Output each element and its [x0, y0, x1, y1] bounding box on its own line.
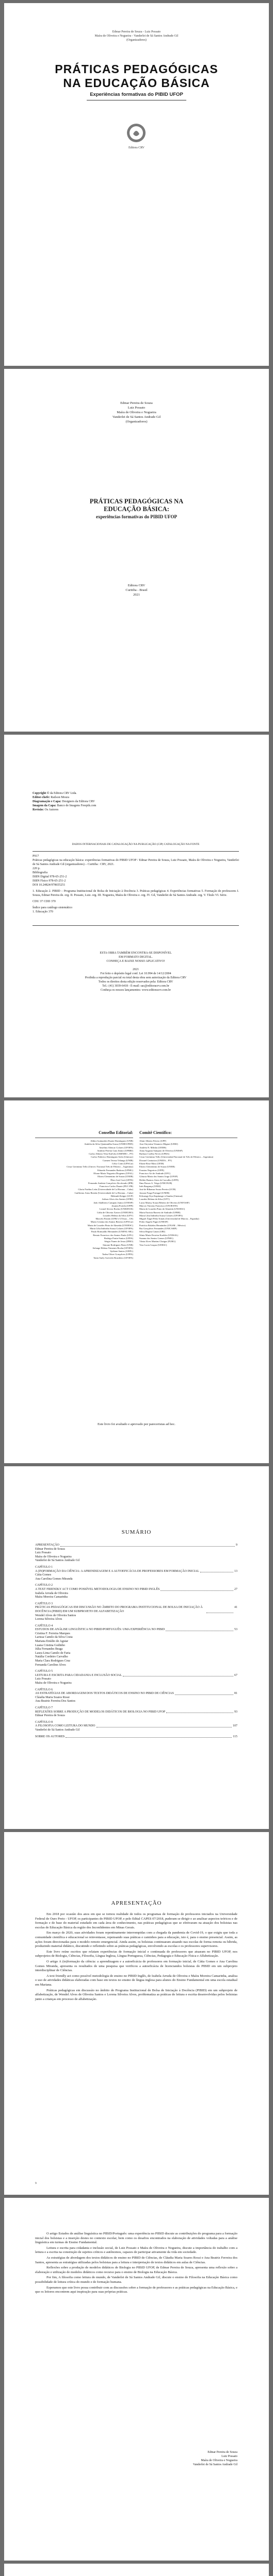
toc-entry[interactable] — [35, 1628, 237, 1632]
title-page-authors — [4, 401, 269, 424]
editorial-member: Lídia de Oliveira Xavier (UNIEURO) — [97, 1211, 133, 1214]
editorial-member: Helmuth Krüger (UCP) — [110, 1195, 133, 1198]
scientific-member: José de Ribamar Sousa Pereira (UCB) — [139, 1188, 176, 1191]
page-number: 9 — [35, 2182, 37, 2185]
paragraph: Em março de 2020, suas atividades foram repentinamente interrompidas com a chegada da pandemia de Covid-19, o que exigiu que toda a comunidade científica e educacional se reinventasse, repensando suas práticas e caminhos para a educação, isto é, para o ensino presencial. Assim, as ações foram direcionadas para o modelo remoto emergencial. Ainda assim, os bolsistas continuaram atuando nas escolas de forma remota ou híbrida, produzindo material didático, discutindo e refletindo sobre as práticas pedagógicas, envolvendo as escolas e os professores supervisores. — [35, 1931, 237, 1948]
cip-line: Práticas pedagógicas na educação básica: experiências formativas do PIBID UFOP / Edmar Pereira de Souza, Luiz Possato, Maíra de Oliveira e Nogueira, Vanderlei de Sá Santos Andrade Gil (organizadores) – Curitiba : CRV, 2021. — [33, 859, 239, 866]
credit-line: Diagramação e Capa: Designers da Editora CRV — [33, 800, 95, 803]
cover-author-line: Edmar Pereira de Souza - Luiz Possato — [112, 30, 161, 33]
paragraph: Este livro reúne escritos que relatam experiências de formação inicial e continuada de professores que atuaram no PIBID UFOP, nos subprojetos de Biologia, Ciências, Filosofia, Língua Inglesa, Língua Portuguesa, Ciências, Pedagogia e Educação Física e Alfabetização. — [35, 1950, 237, 1958]
cip-rule-bottom — [33, 925, 239, 926]
toc-entry-text: A TEXT FRIENDLY ACT COMO POSSÍVEL METODOLOGIA DE ENSINO NO PIBID INGLÊS — [35, 1587, 160, 1591]
toc-entry[interactable] — [35, 1648, 237, 1652]
toc-entry[interactable] — [35, 1670, 237, 1674]
toc-entry[interactable] — [35, 1584, 237, 1588]
toc-entry-text: Luana Cristina Godinho — [35, 1643, 65, 1647]
toc-entry[interactable] — [35, 1706, 237, 1710]
scientific-member: Ilma Passos A. Veiga (UNICEUB) — [139, 1181, 172, 1184]
scientific-member: Fauston Negreiros (UFPI) — [139, 1168, 164, 1172]
toc-entry-text: Luiz Possato — [35, 1677, 51, 1681]
editorial-member: Carlos Alberto Vilar Estêvão (UMINHO – PT) — [89, 1153, 133, 1156]
summary-page — [4, 1466, 269, 1829]
toc-page-number: 67 — [234, 1673, 237, 1677]
cover-authors — [4, 30, 269, 42]
cip-line: 1. Educação 370 — [33, 910, 53, 913]
toc-entry-text: CAPÍTULO 8 — [35, 1720, 53, 1724]
toc-entry-text: Cátia Gomes — [35, 1573, 52, 1577]
scientific-member: Diosnel Centurion (UNIDA – PY) — [139, 1159, 172, 1162]
toc-entry[interactable] — [35, 1710, 237, 1715]
toc-leader-dots — [166, 1628, 233, 1631]
council-page — [4, 1100, 269, 1463]
editorial-member: Leonel Severo Rocha (UNISINOS) — [99, 1208, 133, 1211]
editorial-member: Maria de Lourdes Pinto de Almeida (UNOESC) — [87, 1224, 133, 1227]
table-of-contents — [35, 1544, 237, 1739]
toc-entry-text: Wendel Alves de Oliveira Santos — [35, 1614, 76, 1617]
scientific-committee-heading: Comitê Científico: — [139, 1130, 172, 1135]
toc-entry[interactable] — [35, 1692, 237, 1696]
toc-entry[interactable] — [35, 1555, 237, 1560]
presentation-page — [4, 1832, 269, 2195]
editorial-member: Tadeu Oliver Gonçalves (UFPA) — [102, 1253, 133, 1256]
footer-line: Todos os direitos desta edição reservados pela: Editora CRV — [98, 980, 173, 984]
toc-entry[interactable] — [35, 1735, 237, 1739]
scientific-member: Vânia Alves Martins Chaigar (FURG) — [139, 1240, 176, 1243]
publisher-logo-icon — [126, 123, 147, 143]
toc-entry-text: Natália Cordeiro Carvalho — [35, 1655, 68, 1659]
toc-entry[interactable] — [35, 1632, 237, 1636]
toc-entry[interactable] — [35, 1573, 237, 1578]
toc-entry-text: CAPÍTULO 7 — [35, 1706, 53, 1709]
toc-entry-text: A FILOSOFIA COMO LEITURA DO MUNDO — [35, 1724, 95, 1728]
editorial-member: João Adalberto Campato Junior (UNESP) — [93, 1201, 133, 1204]
toc-entry-text: Laura Lima Camilo de Faria — [35, 1651, 71, 1655]
title-page-title: PRÁTICAS PEDAGÓGICAS NA EDUCAÇÃO BÁSICA: — [89, 498, 184, 513]
author-role: (Organizadores) — [125, 420, 148, 423]
credits-block — [33, 791, 239, 812]
toc-entry-text: Maíra Moreira Camarinha — [35, 1596, 68, 1599]
organizers-signature — [159, 2450, 237, 2467]
toc-entry[interactable] — [35, 1644, 237, 1648]
editorial-member: Simone Rodrigues Pinto (UNB) — [103, 1243, 133, 1246]
scientific-committee-list — [139, 1140, 237, 1247]
editorial-member: Paulo Romualdo Hernandes (UNIFAL-MG) — [91, 1230, 133, 1233]
scientific-member: Maria Lília Imbiriba Sousa Colares (UFOPA) — [139, 1214, 183, 1217]
cover-author-line: Maíra de Oliveira e Nogueira - Vanderlei de Sá Santos Andrade Gil — [94, 35, 179, 38]
scientific-member: Suzana dos Santos Gomes (UFMG) — [139, 1236, 173, 1240]
scientific-member: Eliane Rose Maio (UEM) — [139, 1162, 164, 1165]
toc-entry-text: Izabela Arruda de Oliveira — [35, 1591, 68, 1595]
cip-line: ISBN Digital 978-65-251-2 — [33, 875, 67, 878]
author-name: Vanderlei de Sá Santos Andrade Gil — [112, 415, 161, 419]
toc-entry[interactable] — [35, 1655, 237, 1659]
cover-title — [35, 62, 238, 90]
toc-entry-text: A (IN)FORMAÇÃO DA CIÊNCIA: A APRENDIZAGEM E A AUTOEFICÁCIA DE PROFESSORES EM FORMAÇÃO INICIAL — [35, 1569, 199, 1573]
scientific-member: Cesar Gerónimo Tello (Universidad Nacional de Três de Febrero – Argentina) — [139, 1156, 214, 1159]
editorial-member: Élsio José Corá (UFFS) — [110, 1178, 133, 1181]
toc-page-number: 81 — [234, 1692, 237, 1696]
toc-entry[interactable] — [35, 1640, 237, 1644]
peer-review-note: Este livro foi avaliado e aprovado por pareceristas ad hoc. — [98, 1422, 175, 1426]
toc-entry-text: Vanderlei de Sá Santos Andrade Gil — [35, 1559, 80, 1563]
presentation-body — [35, 1912, 237, 2003]
editorial-council-heading: Conselho Editorial: — [99, 1130, 133, 1135]
toc-page-number: 93 — [234, 1710, 237, 1714]
scientific-member: Vera Lucia Gaspar (UDESC) — [139, 1243, 167, 1246]
toc-entry[interactable] — [35, 1606, 237, 1614]
toc-entry[interactable] — [35, 1548, 237, 1552]
scientific-member: Rui Gonçalves Fernandes (UNICAMP) — [139, 1227, 177, 1230]
paragraph: A text friendly act como possível metodologia de ensino no PIBID Inglês, de Izabela Arruda de Oliveira e Maíra Moreira Camarinha, analisa o uso de atividades didáticas elaboradas com base em textos no ensino de língua inglesa para alunos do Ensino Fundamental em uma escola estadual em Mariana. — [35, 1974, 237, 1987]
editorial-member: Sérgio Nunes de Jesus (IFRO) — [104, 1240, 133, 1243]
paragraph: Por fim, A filosofia como leitura do mundo, de Vanderlei de Sá Santos Andrade Gil, discute o ensino de Filosofia na Educação Básica como possibilidade de leitura crítica do mundo e de formação humana. — [35, 2276, 237, 2284]
toc-entry-text: ESTUDOS DE ANÁLISE LINGUÍSTICA NO PIBID/PORTUGUÊS: UMA EXPERIÊNCIA NO PIBID — [35, 1628, 165, 1632]
cip-line: P917 — [33, 855, 39, 858]
toc-entry-text: CAPÍTULO 1 — [35, 1565, 53, 1569]
toc-entry[interactable] — [35, 1696, 237, 1700]
author-name: Edmar Pereira de Souza — [120, 401, 153, 405]
toc-entry-text: AS ESTRATÉGIAS DE ABORDAGEM DOS TEXTOS DIDÁTICOS DE ENSINO NO PIBID DE CIÊNCIAS — [35, 1692, 174, 1696]
toc-entry-text: CAPÍTULO 2 — [35, 1584, 53, 1587]
editorial-member: Rodrigo Pratte-Santos (UFES) — [104, 1236, 133, 1240]
editorial-member: Jailson Alves dos Santos (UFRJ) — [102, 1198, 133, 1201]
toc-entry-text: Fernanda Caroline Alves — [35, 1663, 66, 1667]
editorial-member: Maria Cristina dos Santos Bezerra (UFSCar) — [90, 1221, 133, 1224]
toc-entry[interactable] — [35, 1700, 237, 1704]
toc-entry-text: Cláudia Maria Soares Rossi — [35, 1696, 70, 1699]
toc-entry[interactable] — [35, 1636, 237, 1640]
catalog-page — [4, 735, 269, 1097]
scientific-member: Anna Augusta Sampaio de Oliveira (UNESP) — [139, 1149, 183, 1152]
toc-entry-text: Vanderlei de Sá Santos Andrade Gil — [35, 1728, 80, 1732]
toc-entry[interactable] — [35, 1728, 237, 1733]
toc-entry[interactable] — [35, 1677, 237, 1682]
toc-entry-text: CAPÍTULO 3 — [35, 1602, 53, 1605]
scientific-member: Francisco Ari de Andrade (UFC) — [139, 1172, 171, 1175]
scientific-member: Helder Buenos Aires de Carvalho (UFPI) — [139, 1178, 179, 1181]
toc-leader-dots — [166, 1710, 233, 1714]
toc-entry-text: CAPÍTULO 4 — [35, 1624, 53, 1628]
toc-entry-text: SOBRE OS AUTORES — [35, 1735, 65, 1738]
footer-line: 2021 — [133, 968, 139, 971]
editorial-member: Josania Portela (UFPI) — [111, 1204, 133, 1207]
scientific-member: Pedro Angelo Pagni (UNESP) — [139, 1221, 168, 1224]
editorial-member: Marcelo Paixão (UFRJ e UTexas – US) — [95, 1217, 133, 1221]
editorial-member: Carlos Federico Dominguez Avila (Unieuro) — [91, 1156, 133, 1159]
paragraph: O artigo Estudos de análise linguística no PIBID/Português: uma experiência no PIBID discute as contribuições do programa para a formação inicial dos bolsistas e a inserção destes no contexto escolar, bem como os desafios encontrados na elaboração de atividades voltadas para a análise linguística em turmas de Ensino Fundamental. — [35, 2232, 237, 2245]
toc-entry-text: APRESENTAÇÃO — [35, 1544, 59, 1547]
presentation-body-continued — [35, 2232, 237, 2296]
cip-line: Índice para catálogo sistemático — [33, 906, 73, 909]
scientific-member: Jussara Fraga Portugal (UNEB) — [139, 1191, 170, 1194]
credit-line: Copyright © da Editora CRV Ltda. — [33, 792, 77, 795]
editorial-member: Celso Conti (UFSCar) — [111, 1162, 133, 1165]
editorial-member: Francisco Carlos Duarte (PUC-PR) — [100, 1185, 133, 1188]
author-name: Maíra de Oliveira e Nogueira — [117, 411, 156, 414]
toc-entry-text: Cristina F. Ferreira Marques — [35, 1632, 70, 1635]
toc-entry[interactable] — [35, 1721, 237, 1725]
credit-line: Editor-chefe: Railson Moura — [33, 796, 70, 799]
publisher-line: Curitiba - Brasil — [125, 588, 148, 592]
scientific-member: Partrícia Bolaños Hernández (UNAM – México) — [139, 1224, 186, 1227]
toc-entry[interactable] — [35, 1652, 237, 1656]
cip-line: 1. Educação 2. PIBID – Programa Institucional de Bolsa de Iniciação à Docência 3. Práticas pedagógicas 4. Experiências formativas 5. Formação de professores I. Souza, Edmar Pereira de. org. II. Possato, Luiz. org. III. Nogueira, Maíra de Oliveira e. org. IV. Gil, Vanderlei de Sá Santos Andrade. org. V. Título VI. Série. — [33, 890, 239, 897]
toc-leader-dots — [160, 1588, 233, 1591]
toc-entry-text: Edmar Pereira de Souza — [35, 1714, 65, 1718]
toc-entry[interactable] — [35, 1682, 237, 1686]
footer-line: Proibida a reprodução parcial ou total desta obra sem autorização da Editora CRV — [85, 976, 187, 979]
scientific-member: Gláucia Maria dos Santos Jorge (UFOP) — [139, 1175, 178, 1178]
toc-entry[interactable] — [35, 1544, 237, 1548]
toc-entry-text: LEITURA E ESCRITA PARA CIDADANIA E INCLUSÃO SOCIAL — [35, 1673, 122, 1677]
cover-publisher: Editora CRV — [128, 146, 145, 149]
toc-entry[interactable] — [35, 1566, 237, 1570]
toc-entry-text: REFLEXÕES SOBRE A PRODUÇÃO DE MODELOS DIDÁTICOS DE BIOLOGIA NO PIBID UFOP — [35, 1710, 166, 1714]
scientific-member: Barbara Coelho Neves (UFBA) — [139, 1153, 170, 1156]
editorial-member: Gloria Fariñas León (Universidade de La Havana – Cuba) — [78, 1188, 133, 1191]
editorial-member: Elizeu Clementino de Souza (UNEB) — [98, 1175, 133, 1178]
toc-entry[interactable] — [35, 1614, 237, 1618]
presentation-continued-page — [4, 2198, 269, 2561]
editorial-member: Antônio Pereira Gaio Júnior (UFRRJ) — [97, 1149, 133, 1152]
toc-entry-text: Maria Clara Rodrigues Cruz — [35, 1659, 71, 1663]
toc-leader-dots — [97, 1724, 232, 1727]
credit-line: Imagem da Capa: Banco de Imagens Freepik.com — [33, 804, 97, 807]
publisher-line: 2021 — [133, 593, 140, 597]
paragraph: Práticas pedagógicas em discussão no âmbito do Programa Institucional de Bolsa de Iniciação à Docência (PIBID) em um subprojeto de alfabetização, de Wendel Alves de Oliveira Santos e Lorena Silveira Alves, problematiza as práticas de leitura e escrita desenvolvidas pelos bolsistas junto a crianças em processo de alfabetização. — [35, 1988, 237, 2001]
footer-line: Conheça os nossos lançamentos: www.editoracrv.com.br — [100, 989, 171, 992]
toc-page-number: 9 — [236, 1544, 237, 1547]
cover-title-line: NA EDUCAÇÃO BÁSICA — [63, 76, 210, 90]
toc-entry-text: CAPÍTULO 5 — [35, 1670, 53, 1673]
publisher-line: Editora CRV — [127, 584, 146, 587]
signature-line: Vanderlei de Sá Santos Andrade Gil — [192, 2463, 237, 2466]
cip-line: 220 p. — [33, 867, 40, 870]
toc-entry-text: Edmar Pereira de Souza — [35, 1547, 65, 1551]
cip-line: CDU 37 CDD 370 — [33, 900, 56, 903]
editorial-council-list — [35, 1140, 133, 1260]
toc-entry-text: PRÁTICAS PEDAGÓGICAS EM DISCUSSÃO NO ÂMBITO DO PROGRAMA INSTITUCIONAL DE BOLSA DE INICIAÇÃO À DOCÊNCIA (PIBID) EM UM SUBPROJETO DE ALFABETIZAÇÃO — [35, 1606, 203, 1613]
editorial-member: Lourdes Helena da Silva (UFV) — [103, 1214, 133, 1217]
toc-entry[interactable] — [35, 1570, 237, 1574]
scientific-member: Maria Eurácia Barreto de Andrade (UFRB) — [139, 1211, 181, 1214]
toc-entry[interactable] — [35, 1596, 237, 1600]
editorial-member: Carmen Tereza Velanga (UNIR) — [102, 1159, 133, 1162]
scientific-member: Maria de Lourdes Pinto de Almeida (UNOESC) — [139, 1208, 185, 1211]
scientific-member: Altair Alberto Fávero (UPF) — [139, 1140, 167, 1142]
cip-line: DOI 10.24824/978655251 — [33, 884, 66, 887]
toc-entry-text: Lorena Silveira Alves — [35, 1618, 62, 1621]
scientific-member: Kilwangy Kya Kapitango-a-Samba (Unemat) — [139, 1195, 183, 1198]
author-name: Luiz Possato — [127, 406, 146, 410]
toc-leader-dots — [60, 1544, 235, 1547]
toc-entry-text: Ana Beatriz Ferreira Dos Santos — [35, 1700, 75, 1703]
toc-leader-dots — [66, 1735, 232, 1738]
toc-entry-text: Larissa Camilo da Silva Costa — [35, 1636, 73, 1639]
toc-entry[interactable] — [35, 1618, 237, 1622]
toc-page-number: 53 — [234, 1628, 237, 1632]
toc-entry-text: Mariana Emídio de Aguiar — [35, 1640, 69, 1643]
editorial-member: Eduardo Fernandes Barbosa (UFMG) — [97, 1168, 133, 1172]
toc-entry-text: CAPÍTULO 6 — [35, 1688, 53, 1691]
toc-entry-text: Maíra de Oliveira e Nogueira — [35, 1555, 72, 1558]
footer-line: Tel.: (41) 3039-6418 - E-mail: sac@editoracrv.com.br — [102, 985, 169, 988]
cip-line: ISBN Físico 978-65-251-2 — [33, 879, 66, 883]
editorial-member: Fernando Antônio Gonçalves Alcoforado (IPB) — [88, 1181, 133, 1184]
cip-heading: DADOS INTERNACIONAIS DE CATALOGAÇÃO NA PUBLICAÇÃO (CIP) CATALOGAÇÃO NA FONTE — [72, 843, 200, 846]
cip-rule-top — [33, 851, 239, 852]
toc-page-number: 13 — [234, 1569, 237, 1573]
footer-line: EM FORMATO DIGITAL. — [119, 956, 153, 959]
spacer — [33, 963, 239, 968]
scientific-member: Lourdes Helena da Silva (UFV) — [139, 1198, 170, 1201]
editorial-member: Sydione Santos (UEPG) — [110, 1250, 133, 1253]
toc-entry[interactable] — [35, 1592, 237, 1596]
editorial-member: Tania Suely Azevedo Brasileiro (UFOPA) — [93, 1256, 133, 1259]
closing-page — [4, 2564, 269, 2576]
legal-footer — [33, 951, 239, 992]
summary-heading: SUMÁRIO — [121, 1529, 152, 1535]
title-page-publisher — [4, 583, 269, 597]
cover-author-line: (Organizadores) — [126, 39, 147, 42]
toc-entry[interactable] — [35, 1551, 237, 1555]
paragraph: Em 2018 por ocasião dos anos em que se tornou realidade de todos os programas de formação de professores iniciados na Universidade Federal de Ouro Preto - UFOP, os participantes do PIBID UFOP, e pelo Edital CAPES 07/2018, puderam se dirigir e ao analisar aspectos teóricos e de formação e de base do material estudado em cada área de conhecimento, nas práticas pedagógicas que se efetivaram na atuação dos bolsistas nas escolas de Educação Básica da região dos Inconfidentes em Minas Gerais. — [35, 1912, 237, 1929]
cip-line: Bibliografia — [33, 871, 47, 874]
toc-entry-text: Maíra de Oliveira e Nogueira — [35, 1682, 72, 1685]
scientific-member: Marcos Vinicius Francisco (UNOESTE) — [139, 1204, 178, 1207]
toc-entry[interactable] — [35, 1724, 237, 1728]
cover-page — [4, 3, 269, 366]
toc-entry[interactable] — [35, 1559, 237, 1563]
toc-page-number: 27 — [234, 1587, 237, 1591]
cip-record — [33, 854, 239, 914]
title-page — [4, 369, 269, 732]
toc-entry[interactable] — [35, 1588, 237, 1592]
toc-entry[interactable] — [35, 1659, 237, 1664]
toc-leader-dots — [175, 1692, 233, 1695]
toc-page-number: 41 — [234, 1606, 237, 1609]
toc-entry[interactable] — [35, 1664, 237, 1668]
editorial-member: Elione Maria Nogueira Diogenes (UFAL) — [93, 1172, 133, 1175]
signature-line: Luiz Possato — [221, 2455, 237, 2458]
scientific-member: Sônia Maria Ferreira Koehler (UNISAL) — [139, 1233, 179, 1236]
editorial-member: Aldira Guimarães Duarte Domínguez (UNB) — [90, 1140, 133, 1142]
scientific-member: Inês Bragança (UERJ) — [139, 1185, 161, 1188]
editorial-member: Andréia da Silva Quintanilha Sousa (UNIR/UFRN) — [84, 1143, 133, 1146]
editorial-member: Solange Helena Ximenes-Rocha (UFOPA) — [92, 1246, 133, 1249]
paragraph: Esperamos que este livro possa contribuir com as discussões sobre a formação de professores e as práticas pedagógicas na Educação Básica, e que os leitores encontrem aqui inspiração para suas próprias práticas. — [35, 2285, 237, 2294]
scientific-member: Lucia Marisy Souza Ribeiro de Oliveira (UNIVASF) — [139, 1201, 190, 1204]
signature-line: Edmar Pereira de Souza — [207, 2451, 237, 2454]
editorial-member: Anselmo Alencar Colares (UFOPA) — [99, 1146, 133, 1149]
paragraph: As estratégias de abordagem dos textos didáticos de ensino no PIBID de Ciências, de Cláudia Maria Soares Rossi e Ana Beatriz Ferreira dos Santos, apresenta as estratégias utilizadas pelos bolsistas para a leitura e interpretação de textos didáticos em aulas de Ciências. — [35, 2256, 237, 2264]
toc-page-number: 115 — [233, 1735, 237, 1738]
toc-leader-dots — [206, 1606, 233, 1613]
footer-line: CONHEÇA E BAIXE NOSSO APLICATIVO! — [106, 960, 165, 963]
editorial-member: Renato Francisco dos Santos Paula (UFG) — [93, 1233, 133, 1236]
toc-entry-text: Júlia Fernandes Braga — [35, 1648, 63, 1651]
paragraph: Leitura e escrita para cidadania e inclusão social, de Luiz Possato e Maíra de Oliveira e Nogueira, discute a importância do trabalho com a leitura e a escrita na construção de sujeitos críticos e autônomos, capazes de participar ativamente da vida em sociedade. — [35, 2246, 237, 2255]
title-page-subtitle: experiências formativas do PIBID UFOP — [96, 514, 177, 519]
scientific-member: Míguel Ángel Peña Tomás (Universidad de Murcia – Espanha) — [139, 1217, 199, 1221]
presentation-heading: APRESENTAÇÃO — [111, 1900, 162, 1906]
toc-entry[interactable] — [35, 1674, 237, 1678]
toc-leader-dots — [200, 1570, 233, 1573]
editorial-member: Guillermo Arias Beatón (Universidade de La Havana – Cuba) — [74, 1191, 133, 1194]
cover-title-line: PRÁTICAS PEDAGÓGICAS — [55, 62, 218, 76]
signature-line: Maíra de Oliveira e Nogueira — [201, 2459, 237, 2462]
scientific-member: Andréia N. Militão (UEMS) — [139, 1146, 167, 1149]
scientific-member: Elizeu Clementino de Souza (UNEB) — [139, 1165, 175, 1168]
cover-subtitle: Experiências formativas do PIBID UFOP — [90, 92, 183, 97]
toc-entry[interactable] — [35, 1714, 237, 1718]
toc-leader-dots — [123, 1674, 233, 1677]
scientific-member: Ana Chrystina Venancio Mignot (UERJ) — [139, 1143, 178, 1146]
toc-entry-text: Ana Carolina Gomes Miranda — [35, 1577, 73, 1581]
scientific-member: Silvia Regina Canan (URI) — [139, 1230, 165, 1233]
editorial-member: Maria Lília Imbiriba Sousa Colares (UFOPA) — [90, 1227, 133, 1230]
toc-entry[interactable] — [35, 1578, 237, 1582]
toc-page-number: 107 — [233, 1724, 237, 1728]
footer-line: Foi feito o depósito legal conf. Lei 10.994 de 14/12/2004 — [100, 972, 171, 975]
credit-line: Revisão: Os Autores — [33, 808, 59, 811]
paragraph: Reflexões sobre a produção de modelos didáticos de Biologia no PIBID UFOP, de Edmar Pereira de Souza, apresenta uma reflexão sobre a elaboração e utilização de modelos didáticos como recurso para o ensino de Biologia na Educação Básica. — [35, 2266, 237, 2274]
editorial-member: Cesar Gerónimo Tello (Univer. Nacional Três de Febrero – Argentina) — [67, 1165, 133, 1168]
paragraph: O artigo A (in)formação da ciência: a aprendizagem e a autoeficácia de professores em formação inicial, de Cátia Gomes e Ana Carolina Gomes Miranda, apresenta os resultados de uma pesquisa que verificou a autoeficácia de licenciandos bolsistas do PIBID em um subprojeto interdisciplinar de Ciências. — [35, 1959, 237, 1973]
footer-line: ESTA OBRA TAMBÉM ENCONTRA-SE DISPONÍVEL — [100, 952, 172, 955]
toc-entry-text: Luiz Possato — [35, 1551, 51, 1555]
